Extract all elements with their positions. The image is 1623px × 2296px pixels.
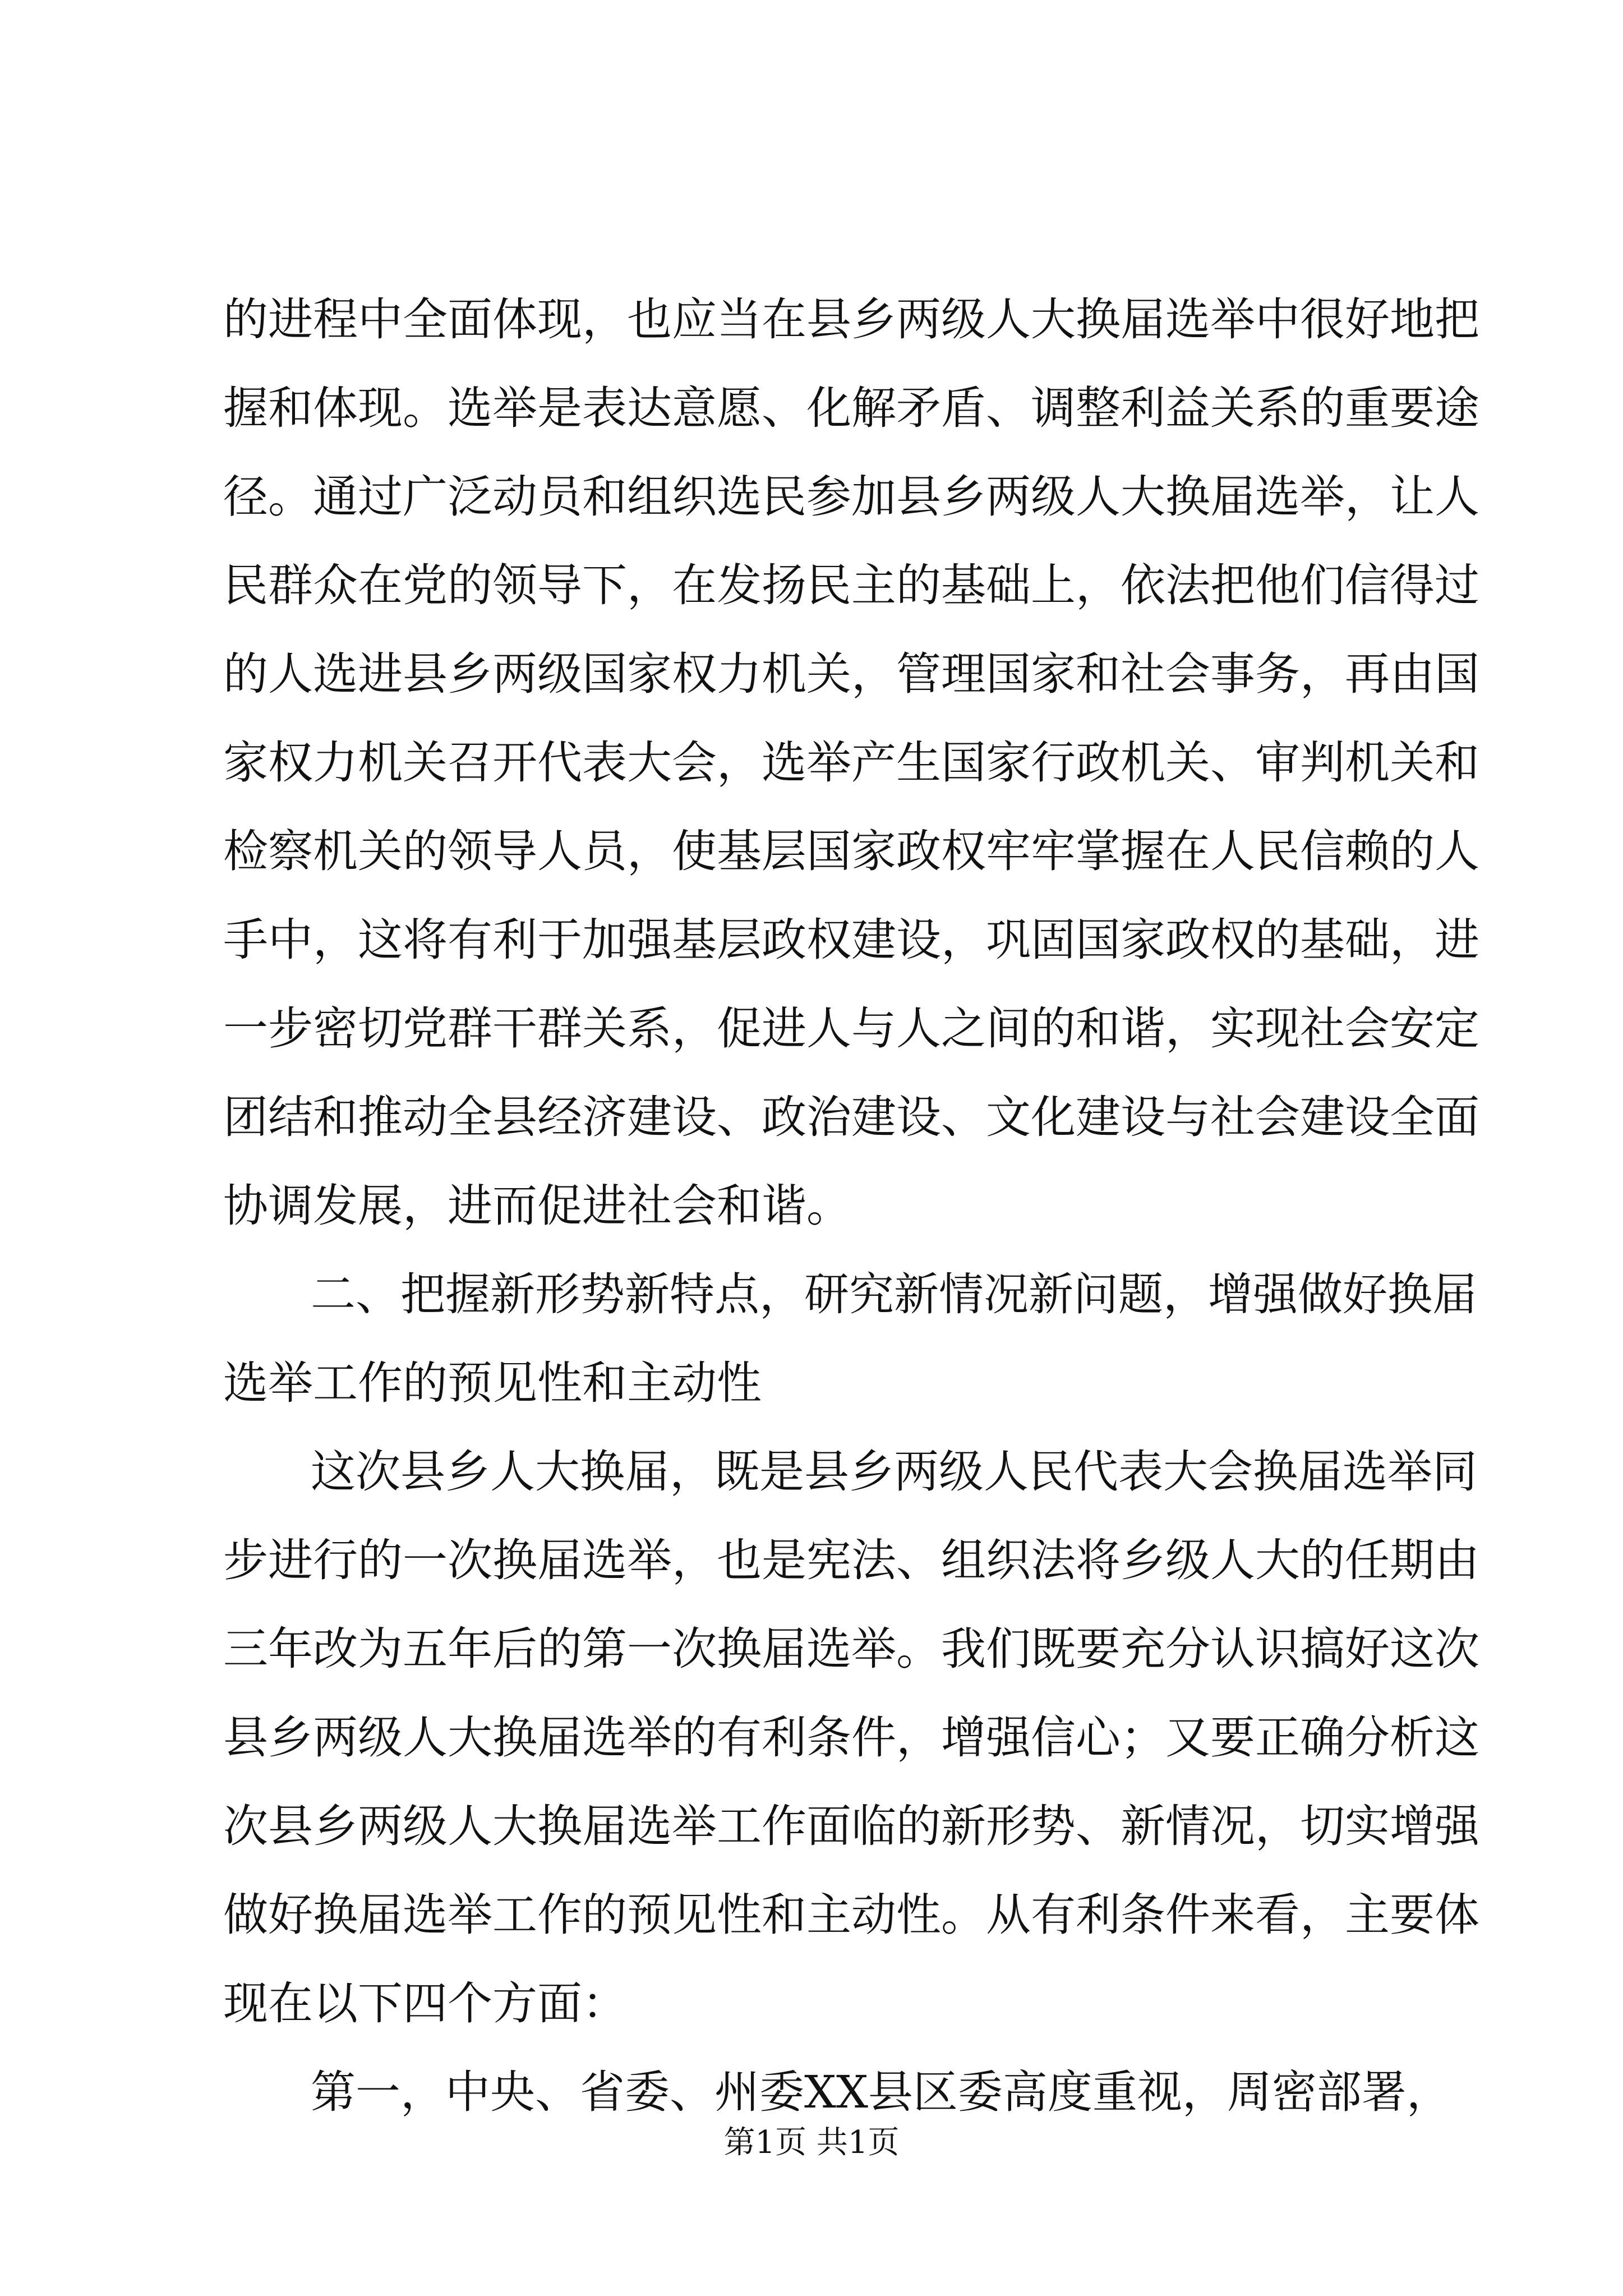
text-line: 家权力机关召开代表大会，选举产生国家行政机关、审判机关和 (223, 737, 1479, 789)
text-line: 三年改为五年后的第一次换届选举。我们既要充分认识搞好这次 (223, 1623, 1479, 1675)
text-line: 检察机关的领导人员，使基层国家政权牢牢掌握在人民信赖的人 (223, 825, 1479, 877)
text-line: 握和体现。选举是表达意愿、化解矛盾、调整利益关系的重要途 (223, 382, 1479, 434)
text-line: 团结和推动全县经济建设、政治建设、文化建设与社会建设全面 (223, 1091, 1479, 1143)
page-footer: 第1页 共1页 (723, 2124, 900, 2161)
text-line: 的人选进县乡两级国家权力机关，管理国家和社会事务，再由国 (223, 648, 1479, 700)
text-line: 手中，这将有利于加强基层政权建设，巩固国家政权的基础，进 (223, 914, 1479, 966)
text-line: 这次县乡人大换届，既是县乡两级人民代表大会换届选举同 (311, 1446, 1477, 1498)
text-line: 现在以下四个方面： (223, 1977, 627, 2030)
text-line: 的进程中全面体现，也应当在县乡两级人大换届选举中很好地把 (223, 293, 1479, 346)
section-heading-line: 二、把握新形势新特点，研究新情况新问题，增强做好换届 (311, 1268, 1477, 1320)
text-line: 协调发展，进而促进社会和谐。 (223, 1180, 851, 1232)
text-line: 做好换届选举工作的预见性和主动性。从有利条件来看，主要体 (223, 1889, 1479, 1941)
text-line: 径。通过广泛动员和组织选民参加县乡两级人大换届选举，让人 (223, 471, 1479, 523)
text-line: 第一，中央、省委、州委XX县区委高度重视，周密部署， (311, 2066, 1451, 2118)
text-line: 次县乡两级人大换届选举工作面临的新形势、新情况，切实增强 (223, 1800, 1479, 1852)
text-line: 一步密切党群干群关系，促进人与人之间的和谐，实现社会安定 (223, 1002, 1479, 1055)
text-line: 县乡两级人大换届选举的有利条件，增强信心；又要正确分析这 (223, 1711, 1479, 1764)
section-heading-line: 选举工作的预见性和主动性 (223, 1357, 762, 1409)
text-line: 步进行的一次换届选举，也是宪法、组织法将乡级人大的任期由 (223, 1534, 1479, 1586)
text-line: 民群众在党的领导下，在发扬民主的基础上，依法把他们信得过 (223, 559, 1479, 611)
